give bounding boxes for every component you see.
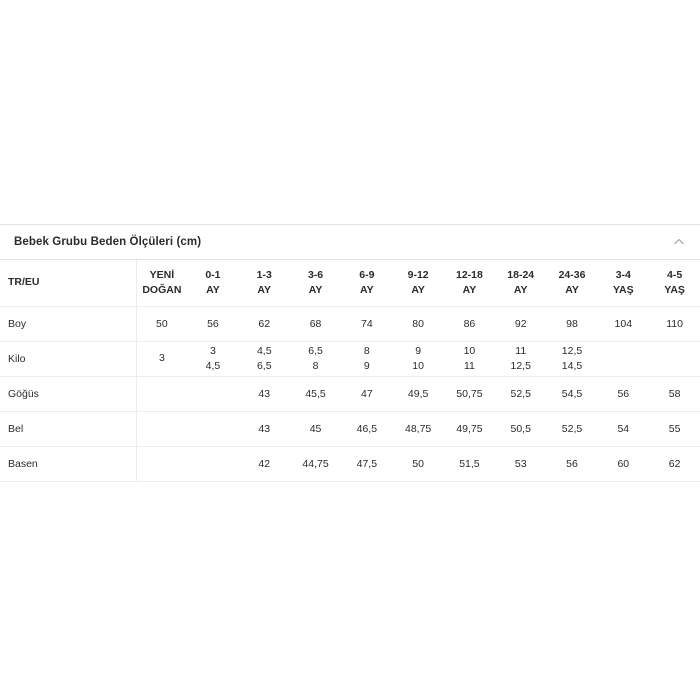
column-header-line2: YAŞ: [613, 284, 634, 296]
table-cell: [187, 412, 238, 447]
table-cell: 54: [598, 412, 649, 447]
column-header: [341, 260, 392, 307]
table-cell: 92: [495, 307, 546, 342]
column-header-line1: 9-12: [407, 268, 429, 281]
column-header: [546, 260, 597, 307]
table-cell: [187, 342, 238, 377]
table-cell: 46,5: [341, 412, 392, 447]
panel-header[interactable]: [0, 224, 700, 260]
table-cell: [290, 342, 341, 377]
table-cell: [649, 342, 700, 377]
table-cell: 43: [239, 377, 290, 412]
cell-line1: 6,5: [308, 344, 323, 357]
table-row: [0, 412, 700, 447]
cell-line1: 4,5: [256, 344, 272, 357]
cell-line1: 12,5: [561, 344, 583, 357]
table-row: [0, 377, 700, 412]
table-cell: 104: [598, 307, 649, 342]
column-header-line1: 4-5: [667, 268, 683, 281]
row-label: Boy: [0, 307, 136, 342]
column-header-line1: 3-6: [307, 268, 324, 281]
column-header: [495, 260, 546, 307]
cell-line1: 11: [515, 344, 527, 357]
table-cell: 110: [649, 307, 700, 342]
table-cell: [136, 377, 187, 412]
table-cell: 56: [187, 307, 238, 342]
table-cell: 52,5: [546, 412, 597, 447]
column-header-line2: AY: [513, 284, 528, 296]
table-cell: [136, 447, 187, 482]
table-cell: 56: [546, 447, 597, 482]
cell-line1: 9: [415, 344, 422, 357]
table-cell: 55: [649, 412, 700, 447]
table-body: [0, 307, 700, 482]
column-header-line1: 18-24: [507, 268, 535, 281]
table-cell: [392, 342, 443, 377]
table-cell: [187, 377, 238, 412]
table-cell: [136, 412, 187, 447]
row-label: Kilo: [0, 342, 136, 377]
table-cell: [546, 342, 597, 377]
column-header: [136, 260, 187, 307]
table-cell: 47: [341, 377, 392, 412]
column-header: [444, 260, 495, 307]
table-cell: [341, 342, 392, 377]
table-cell: 51,5: [444, 447, 495, 482]
column-header-line1: 24-36: [558, 268, 586, 281]
column-header-line1: 12-18: [456, 268, 483, 281]
table-cell: 80: [392, 307, 443, 342]
table-cell: 74: [341, 307, 392, 342]
cell-line2: 10: [412, 360, 424, 372]
column-header: [649, 260, 700, 307]
table-cell: [598, 342, 649, 377]
column-header-line2: AY: [411, 284, 425, 296]
column-header-line2: YAŞ: [664, 284, 685, 296]
column-header-line1: YENİ: [149, 268, 175, 281]
column-header-line1: 0-1: [205, 268, 221, 281]
column-header: [239, 260, 290, 307]
column-header: [187, 260, 238, 307]
table-cell: 50,5: [495, 412, 546, 447]
table-cell: 60: [598, 447, 649, 482]
row-label: Bel: [0, 412, 136, 447]
column-header-line1: 1-3: [256, 268, 272, 281]
column-header-line2: AY: [360, 284, 374, 296]
table-cell: 48,75: [392, 412, 443, 447]
column-header: [290, 260, 341, 307]
size-chart-panel: [0, 224, 700, 482]
table-cell: 50,75: [444, 377, 495, 412]
size-table: [0, 260, 700, 482]
table-cell: 56: [598, 377, 649, 412]
column-header-line2: AY: [206, 284, 220, 296]
table-cell: 86: [444, 307, 495, 342]
cell-line2: 14,5: [561, 360, 583, 372]
table-cell: [187, 447, 238, 482]
column-header-line2: AY: [257, 284, 272, 296]
column-header-line1: 6-9: [359, 268, 375, 281]
cell-line1: 8: [363, 344, 370, 357]
table-cell: [444, 342, 495, 377]
table-cell: 52,5: [495, 377, 546, 412]
table-cell: 68: [290, 307, 341, 342]
column-header-line2: AY: [462, 284, 477, 296]
table-cell: [136, 342, 187, 377]
table-corner-label: TR/EU: [0, 260, 136, 307]
cell-line2: 9: [363, 360, 370, 372]
table-cell: 50: [136, 307, 187, 342]
row-label: Göğüs: [0, 377, 136, 412]
table-cell: 43: [239, 412, 290, 447]
row-label: Basen: [0, 447, 136, 482]
table-cell: [495, 342, 546, 377]
table-cell: 49,75: [444, 412, 495, 447]
table-cell: 58: [649, 377, 700, 412]
cell-line1: 3: [158, 352, 165, 365]
table-row: [0, 447, 700, 482]
cell-line1: 3: [210, 344, 216, 357]
table-cell: 62: [239, 307, 290, 342]
table-cell: 49,5: [392, 377, 443, 412]
cell-line2: 12,5: [510, 360, 531, 372]
table-cell: 54,5: [546, 377, 597, 412]
cell-line2: 8: [312, 360, 319, 372]
table-cell: 45,5: [290, 377, 341, 412]
column-header-line2: AY: [308, 284, 323, 296]
cell-line2: 4,5: [205, 360, 221, 372]
table-cell: 42: [239, 447, 290, 482]
table-cell: 47,5: [341, 447, 392, 482]
table-cell: [239, 342, 290, 377]
table-cell: 50: [392, 447, 443, 482]
column-header: [598, 260, 649, 307]
table-header-row: [0, 260, 700, 307]
table-cell: 44,75: [290, 447, 341, 482]
cell-line2: 6,5: [256, 360, 272, 372]
column-header-line2: DOĞAN: [142, 284, 182, 296]
table-row: [0, 342, 700, 377]
table-head: [0, 260, 700, 307]
panel-title: Bebek Grubu Beden Ölçüleri (cm): [14, 236, 202, 248]
cell-line1: 10: [463, 344, 476, 357]
table-cell: 62: [649, 447, 700, 482]
table-row: [0, 307, 700, 342]
chevron-up-icon[interactable]: [672, 235, 686, 249]
column-header: [392, 260, 443, 307]
table-cell: 45: [290, 412, 341, 447]
column-header-line1: 3-4: [615, 268, 631, 281]
table-cell: 53: [495, 447, 546, 482]
column-header-line2: AY: [565, 284, 579, 296]
cell-line2: 11: [463, 360, 475, 372]
table-cell: 98: [546, 307, 597, 342]
